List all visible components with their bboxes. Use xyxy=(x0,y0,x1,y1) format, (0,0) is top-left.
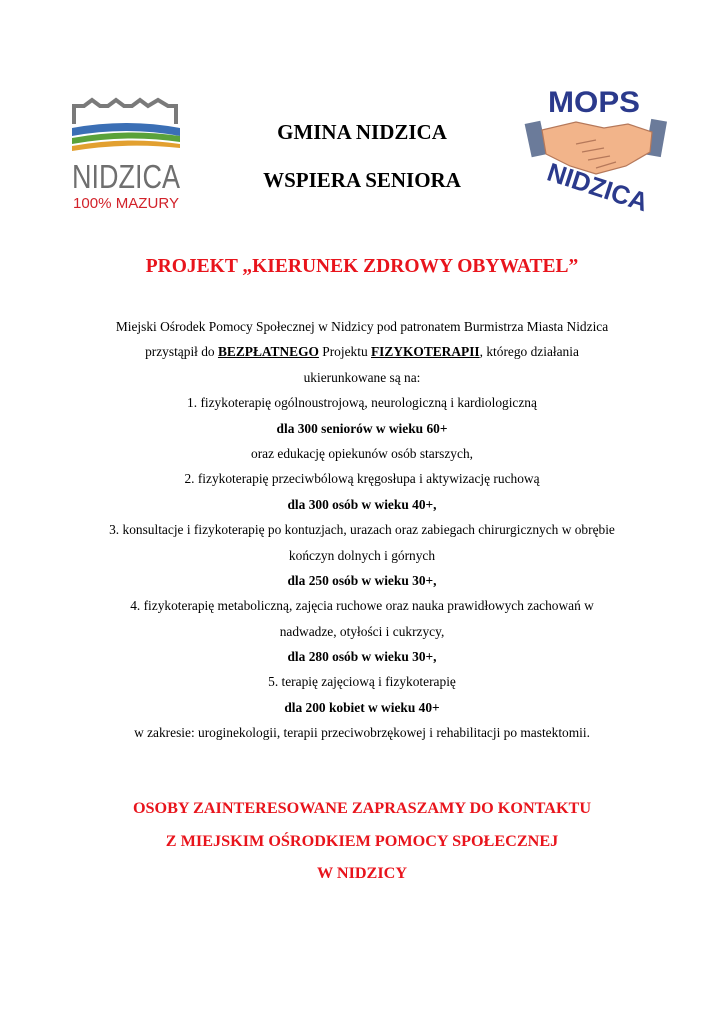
item-4-line-1: 4. fizykoterapię metaboliczną, zajęcia ruchowe oraz nauka prawidłowych zachowań w xyxy=(130,598,594,614)
mops-logo-text-bottom: NIDZICA xyxy=(543,156,654,218)
item-4-target: dla 280 osób w wieku 30+, xyxy=(287,649,437,665)
item-3-target: dla 250 osób w wieku 30+, xyxy=(287,572,437,588)
item-3-line-2: kończyn dolnych i górnych xyxy=(288,547,436,563)
mops-logo-text-top: MOPS xyxy=(548,86,640,119)
nidzica-logo xyxy=(68,96,184,216)
item-5-target: dla 200 kobiet w wieku 40+ xyxy=(284,699,440,715)
mops-logo xyxy=(526,82,666,218)
footer-line-3: W NIDZICY xyxy=(316,864,408,882)
footer-line-1: OSOBY ZAINTERESOWANE ZAPRASZAMY DO KONTAKTU xyxy=(132,799,592,817)
handshake-icon xyxy=(525,119,667,174)
footer-line-2: Z MIEJSKIM OŚRODKIEM POMOCY SPOŁECZNEJ xyxy=(165,831,559,850)
intro-line-3: ukierunkowane są na: xyxy=(303,369,421,385)
intro-line-1: Miejski Ośrodek Pomocy Społecznej w Nidzicy pod patronatem Burmistrza Miasta Nidzica xyxy=(115,319,609,334)
nidzica-logo-tagline: 100% MAZURY xyxy=(73,195,179,212)
intro-text-e: , którego działania xyxy=(479,344,579,360)
intro-line-2 xyxy=(40,339,684,364)
physiotherapy-label: FIZYKOTERAPII xyxy=(371,344,480,360)
item-2: 2. fizykoterapię przeciwbólową kręgosłupa i aktywizację ruchową xyxy=(184,471,540,487)
header-title-line1: GMINA NIDZICA xyxy=(277,120,447,144)
intro-text-a: przystąpił do xyxy=(145,344,218,360)
item-4-line-2: nadwadze, otyłości i cukrzycy, xyxy=(279,623,445,639)
project-description xyxy=(40,314,684,746)
project-title: PROJEKT „KIERUNEK ZDROWY OBYWATEL” xyxy=(145,256,579,277)
contact-invitation xyxy=(0,792,724,890)
nidzica-logo-text: NIDZICA xyxy=(72,158,180,195)
item-1-target: dla 300 seniorów w wieku 60+ xyxy=(276,420,448,436)
item-1-extra: oraz edukację opiekunów osób starszych, xyxy=(251,445,473,461)
free-label: BEZPŁATNEGO xyxy=(217,344,319,360)
intro-text-c: Projektu xyxy=(318,344,371,360)
item-3-line-1: 3. konsultacje i fizykoterapię po kontuzjach, urazach oraz zabiegach chirurgicznych w obrębie xyxy=(109,522,615,538)
item-5-extra: w zakresie: uroginekologii, terapii przeciwobrzękowej i rehabilitacji po mastektomii. xyxy=(134,725,590,741)
item-1: 1. fizykoterapię ogólnoustrojową, neurologiczną i kardiologiczną xyxy=(187,395,537,411)
item-2-target: dla 300 osób w wieku 40+, xyxy=(287,496,437,512)
header-title-line2: WSPIERA SENIORA xyxy=(263,168,461,192)
item-5: 5. terapię zajęciową i fizykoterapię xyxy=(268,674,456,690)
